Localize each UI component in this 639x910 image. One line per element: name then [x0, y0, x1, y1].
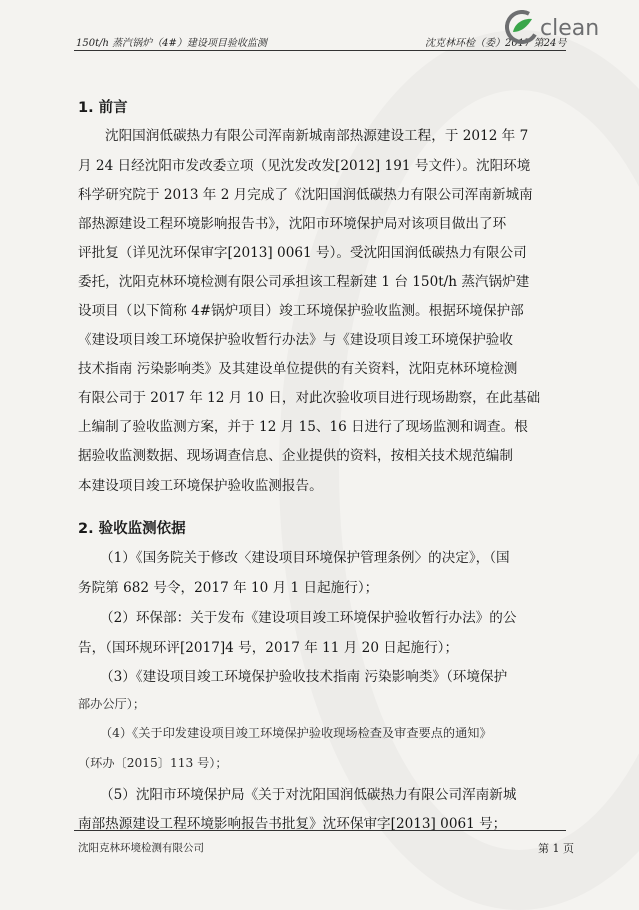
header-report-number: 沈克林环检（委）2017 第24号	[425, 38, 567, 49]
company-logo	[505, 8, 620, 48]
paragraph-line: 沈阳国润低碳热力有限公司浑南新城南部热源建设工程，于 2012 年 7	[105, 128, 529, 144]
paragraph-line: 告，（国环规环评[2017]4 号，2017 年 11 月 20 日起施行）；	[78, 640, 459, 656]
header-project-title: 150t/h 蒸汽锅炉（4#）建设项目验收监测	[76, 38, 267, 49]
paragraph-line: 科学研究院于 2013 年 2 月完成了《沈阳国润低碳热力有限公司浑南新城南	[78, 187, 533, 203]
paragraph-line: 评批复（详见沈环保审字[2013] 0061 号）。受沈阳国润低碳热力有限公司	[78, 245, 527, 261]
paragraph-line: （3）《建设项目竣工环境保护验收技术指南 污染影响类》（环境保护	[100, 669, 508, 685]
clean-logo-icon	[505, 10, 539, 44]
header-divider	[74, 50, 566, 51]
section-heading: 1. 前言	[78, 100, 128, 116]
paragraph-line: 本建设项目竣工环境保护验收监测报告。	[78, 478, 323, 494]
paragraph-line: （1）《国务院关于修改〈建设项目环境保护管理条例〉的决定》，（国	[100, 550, 510, 566]
paragraph-line: 技术指南 污染影响类》及其建设单位提供的有关资料，沈阳克林环境检测	[78, 361, 518, 377]
footer-company-name: 沈阳克林环境检测有限公司	[78, 842, 204, 854]
paragraph-line: 上编制了验收监测方案，并于 12 月 15、16 日进行了现场监测和调查。根	[78, 419, 528, 435]
footer-page-number: 第 1 页	[538, 842, 574, 855]
paragraph-line: 部热源建设工程环境影响报告书》，沈阳市环境保护局对该项目做出了环	[78, 216, 507, 232]
paragraph-line: 有限公司于 2017 年 12 月 10 日，对此次验收项目进行现场勘察，在此基础	[78, 390, 541, 406]
paragraph-line: 务院第 682 号令，2017 年 10 月 1 日起施行）；	[78, 580, 379, 596]
paragraph-line: 据验收监测数据、现场调查信息、企业提供的资料，按相关技术规范编制	[78, 448, 513, 464]
paragraph-line: 南部热源建设工程环境影响报告书批复》沈环保审字[2013] 0061 号；	[78, 816, 507, 832]
paragraph-line: 委托，沈阳克林环境检测有限公司承担该工程新建 1 台 150t/h 蒸汽锅炉建	[78, 274, 530, 290]
paragraph-line: 《建设项目竣工环境保护验收暂行办法》与《建设项目竣工环境保护验收	[78, 332, 513, 348]
paragraph-line: （环办〔2015〕113 号）；	[78, 756, 228, 770]
paragraph-line: （2）环保部：关于发布《建设项目竣工环境保护验收暂行办法》的公	[100, 610, 517, 626]
paragraph-line: （5）沈阳市环境保护局《关于对沈阳国润低碳热力有限公司浑南新城	[100, 787, 517, 803]
paragraph-line: 月 24 日经沈阳市发改委立项（见沈发改发[2012] 191 号文件）。沈阳环境	[78, 158, 531, 174]
paragraph-line: 设项目（以下简称 4#锅炉项目）竣工环境保护验收监测。根据环境保护部	[78, 303, 524, 319]
footer-divider	[74, 830, 566, 831]
paragraph-line: （4）《关于印发建设项目竣工环境保护验收现场检查及审查要点的通知》	[100, 726, 492, 740]
logo-wordmark: clean	[540, 16, 600, 41]
paragraph-line: 部办公厅）；	[78, 697, 146, 711]
section-heading: 2. 验收监测依据	[78, 521, 186, 537]
